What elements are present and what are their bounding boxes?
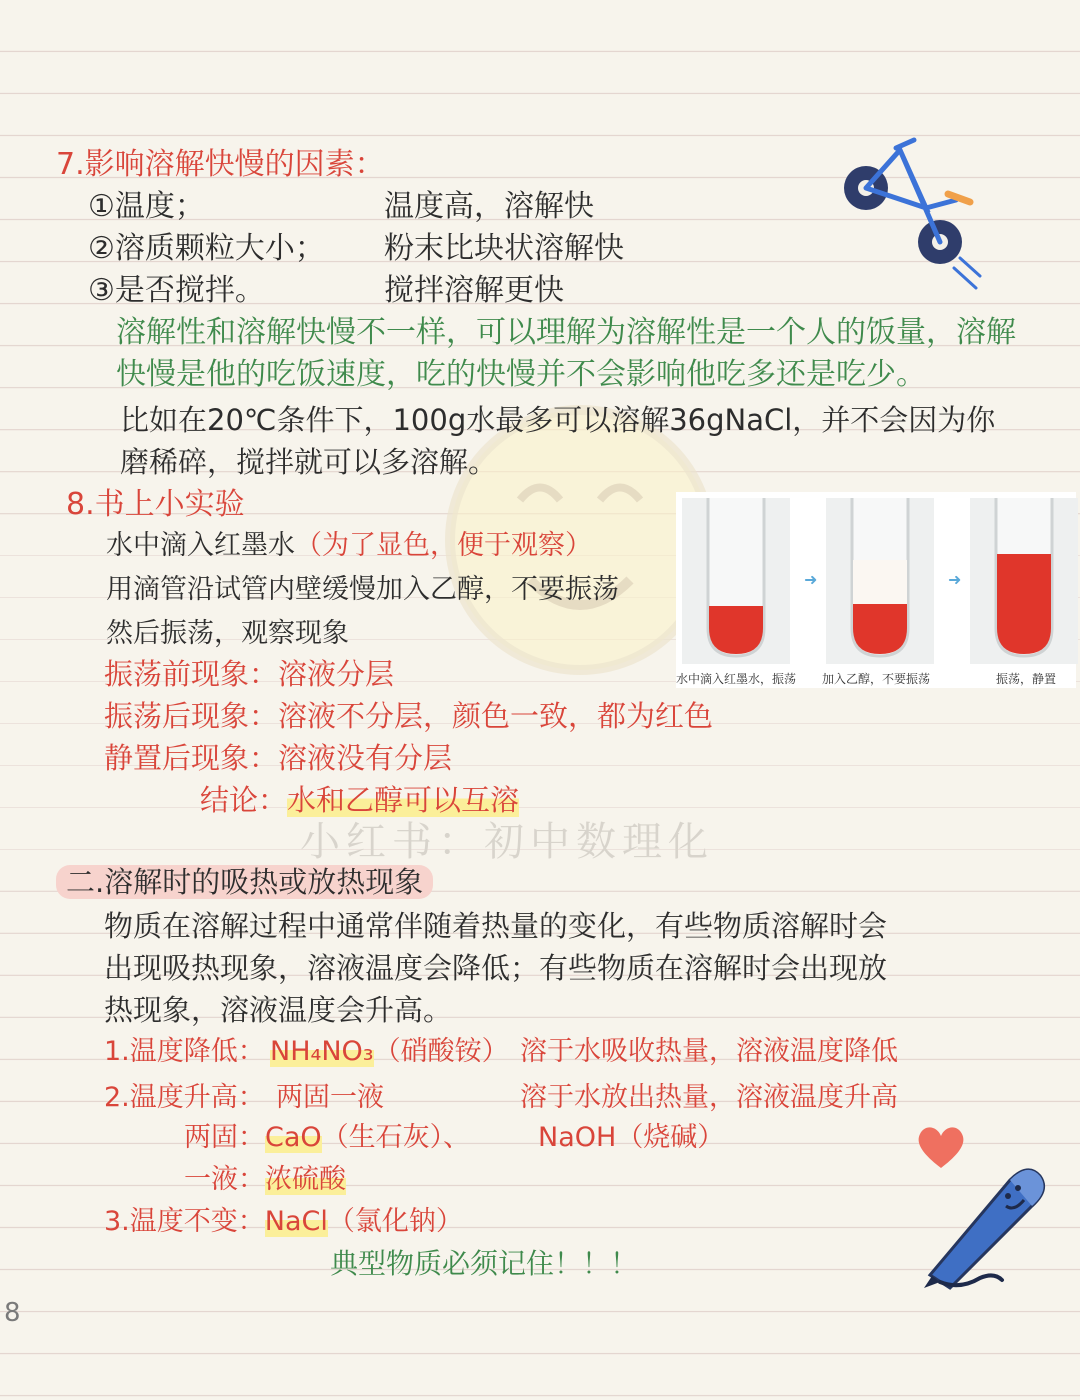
factor-temperature-effect: 温度高，溶解快 [384, 189, 594, 224]
watermark: 小红书：初中数理化 [300, 819, 714, 865]
observation-value: 溶液不分层，颜色一致，都为红色 [278, 699, 714, 733]
section8-title: 8.书上小实验 [66, 487, 245, 522]
temperature-increase-effect: 溶于水放出热量，溶液温度升高 [520, 1082, 898, 1113]
arrow-icon: ➜ [948, 570, 962, 589]
two-solids [184, 1122, 470, 1153]
temperature-decrease-label: 1.温度降低： [104, 1036, 265, 1067]
experiment-step-1-note: （为了显色，便于观察） [295, 530, 592, 561]
observation-value: 溶液分层 [278, 657, 395, 691]
section2-title [56, 866, 433, 899]
calcium-oxide-name: （生石灰）、 [321, 1122, 471, 1153]
conclusion-value: 水和乙醇可以互溶 [287, 783, 520, 817]
sodium-chloride-formula: NaCl [264, 1206, 328, 1237]
temperature-increase-label: 2.温度升高： [104, 1082, 265, 1113]
conclusion-label: 结论： [200, 783, 288, 817]
sodium-chloride-name: （氯化钠） [327, 1206, 463, 1237]
calcium-oxide-formula: CaO [265, 1122, 322, 1153]
example-line: 比如在20℃条件下，100g水最多可以溶解36gNaCl，并不会因为你 [120, 403, 996, 437]
experiment-step-2: 用滴管沿试管内壁缓慢加入乙醇，不要振荡 [106, 574, 619, 605]
experiment-step-1-text: 水中滴入红墨水 [106, 530, 295, 561]
page-number: 8 [4, 1298, 21, 1328]
temperature-unchanged-label: 3.温度不变： [104, 1206, 265, 1237]
temperature-increase-value: 两固一液 [276, 1082, 384, 1113]
two-solids-label: 两固： [184, 1122, 265, 1153]
ammonium-nitrate-name: （硝酸铵） [373, 1036, 509, 1067]
figure-caption-3: 振荡，静置 [996, 672, 1057, 686]
arrow-icon: ➜ [804, 570, 818, 589]
sodium-hydroxide-name: （烧碱） [616, 1122, 725, 1153]
one-liquid-label: 一液： [184, 1164, 265, 1195]
observation-after-shaking [104, 700, 713, 733]
factor-particle-size-effect: 粉末比块状溶解快 [384, 231, 624, 266]
section2-intro-line: 物质在溶解过程中通常伴随着热量的变化，有些物质溶解时会 [104, 909, 888, 943]
ammonium-nitrate-formula: NH₄NO₃ [270, 1036, 374, 1067]
experiment-step-3: 然后振荡，观察现象 [106, 618, 349, 649]
factor-stirring: ③是否搅拌。 [88, 273, 265, 308]
bicycle-icon [830, 130, 990, 300]
factor-particle-size: ②溶质颗粒大小； [88, 231, 325, 266]
section2-intro-line: 热现象，溶液温度会升高。 [104, 993, 453, 1027]
test-tube-photo-1 [682, 498, 790, 664]
sulfuric-acid: 浓硫酸 [265, 1164, 346, 1195]
observation-before-shaking [104, 658, 394, 691]
observation-label: 静置后现象： [104, 741, 279, 775]
section7-title: 7.影响溶解快慢的因素： [56, 147, 385, 182]
solubility-note-line: 快慢是他的吃饭速度，吃的快慢并不会影响他吃多还是吃少。 [116, 357, 926, 392]
ammonium-nitrate [270, 1036, 509, 1067]
temperature-decrease-effect: 溶于水吸收热量，溶液温度降低 [520, 1036, 898, 1067]
observation-value: 溶液没有分层 [278, 741, 453, 775]
factor-stirring-effect: 搅拌溶解更快 [384, 273, 564, 308]
observation-label: 振荡前现象： [104, 657, 279, 691]
experiment-step-1 [106, 530, 592, 561]
conclusion [200, 784, 519, 817]
figure-caption-1: 水中滴入红墨水，振荡 [676, 672, 797, 686]
memorize-reminder: 典型物质必须记住！！！ [330, 1247, 639, 1280]
pen-icon [910, 1150, 1060, 1300]
solubility-note-line: 溶解性和溶解快慢不一样，可以理解为溶解性是一个人的饭量，溶解 [116, 315, 1016, 350]
temperature-unchanged [104, 1206, 463, 1237]
sodium-hydroxide-formula: NaOH [538, 1122, 617, 1153]
observation-label: 振荡后现象： [104, 699, 279, 733]
test-tube-photo-2 [826, 498, 934, 664]
sodium-hydroxide [538, 1122, 724, 1153]
section2-title-text: 二.溶解时的吸热或放热现象 [56, 865, 433, 899]
test-tube-photo-3 [970, 498, 1078, 664]
section2-intro-line: 出现吸热现象，溶液温度会降低；有些物质在溶解时会出现放 [104, 951, 888, 985]
factor-temperature: ①温度； [88, 189, 205, 224]
experiment-figure [676, 492, 1076, 688]
figure-caption-2: 加入乙醇，不要振荡 [822, 672, 931, 686]
example-line: 磨稀碎，搅拌就可以多溶解。 [120, 445, 498, 479]
one-liquid [184, 1164, 346, 1195]
observation-after-standing [104, 742, 452, 775]
